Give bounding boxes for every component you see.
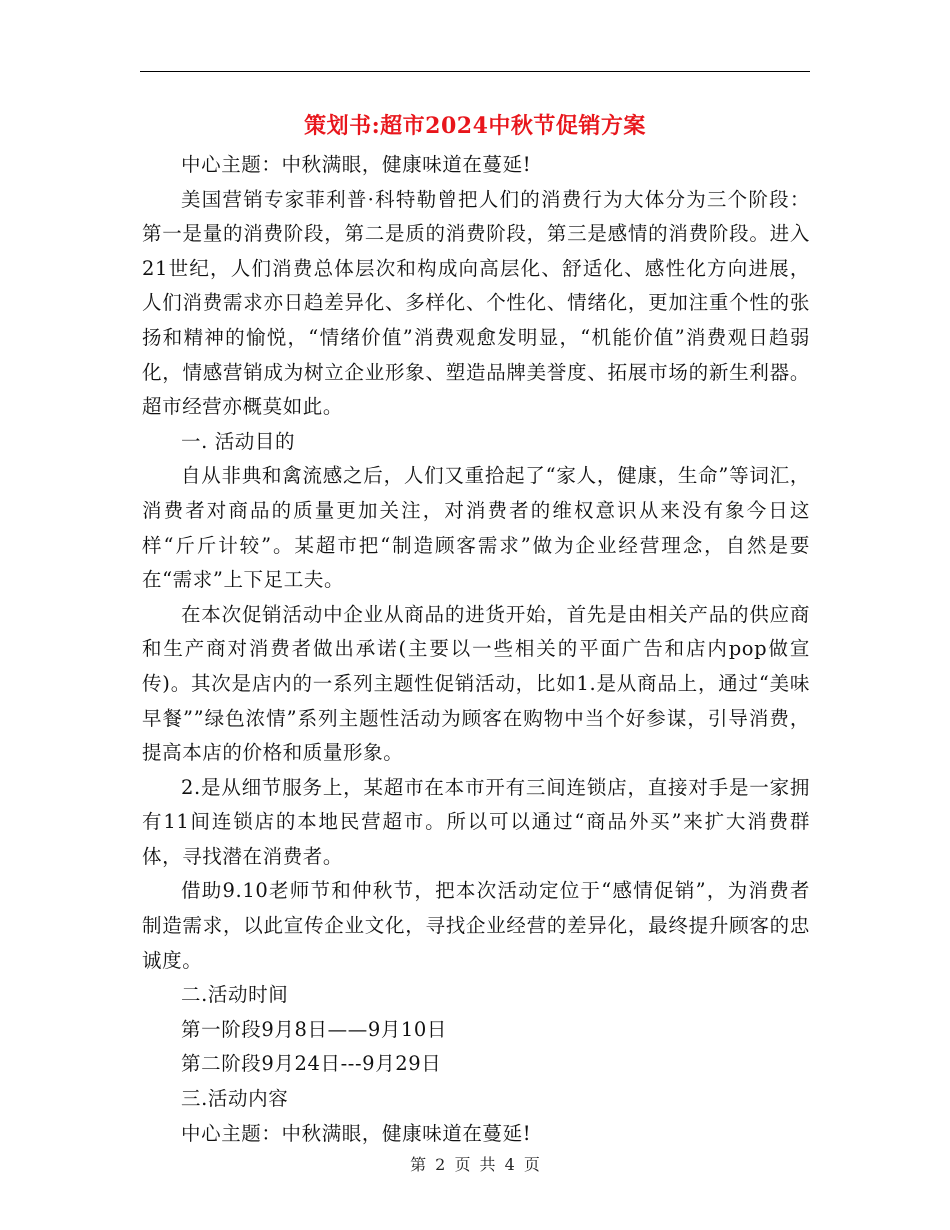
page-footer: 第 2 页 共 4 页	[410, 1155, 540, 1174]
header-rule	[140, 71, 810, 72]
paragraph-intro: 美国营销专家菲利普·科特勒曾把人们的消费行为大体分为三个阶段：第一是量的消费阶段，第二是质的消费阶段，第三是感情的消费阶段。进入21世纪，人们消费总体层次和构成向高层化、舒适化、感性化方向进展，人们消费需求亦日趋差异化、多样化、个性化、情绪化，更加注重个性的张扬和精神的愉悦，“情绪价值”消费观愈发明显，“机能价值”消费观日趋弱化，情感营销成为树立企业形象、塑造品牌美誉度、拓展市场的新生利器。超市经营亦概莫如此。	[142, 187, 810, 419]
paragraph-service: 2.是从细节服务上，某超市在本市开有三间连锁店，直接对手是一家拥有11间连锁店的本地民营超市。所以可以通过“商品外买”来扩大消费群体，寻找潜在消费者。	[142, 775, 810, 868]
document-title: 策划书:超市2024中秋节促销方案	[304, 113, 646, 139]
paragraph-central-theme-repeat: 中心主题：中秋满眼，健康味道在蔓延!	[181, 1121, 532, 1145]
paragraph-positioning: 借助9.10老师节和仲秋节，把本次活动定位于“感情促销”，为消费者制造需求，以此宣传企业文化，寻找企业经营的差异化，最终提升顾客的忠诚度。	[142, 879, 810, 972]
paragraph-central-theme: 中心主题：中秋满眼，健康味道在蔓延!	[181, 153, 532, 176]
paragraph-promotion: 在本次促销活动中企业从商品的进货开始，首先是由相关产品的供应商和生产商对消费者做出承诺(主要以一些相关的平面广告和店内pop做宣传)。其次是店内的一系列主题性促销活动，比如1.是从商品上，通过“美味早餐””绿色浓情”系列主题性活动为顾客在购物中当个好参谋，引导消费，提高本店的价格和质量形象。	[142, 602, 810, 765]
section-heading-purpose: 一. 活动目的	[181, 429, 296, 453]
document-body	[142, 148, 810, 1151]
time-phase-one: 第一阶段9月8日——9月10日	[181, 1017, 448, 1041]
paragraph-purpose: 自从非典和禽流感之后，人们又重拾起了“家人，健康，生命”等词汇，消费者对商品的质量更加关注，对消费者的维权意识从来没有象今日这样“斤斤计较”。某超市把“制造顾客需求”做为企业经营理念，自然是要在“需求”上下足工夫。	[142, 464, 810, 592]
section-heading-content: 三.活动内容	[181, 1087, 289, 1111]
time-phase-two: 第二阶段9月24日---9月29日	[181, 1052, 442, 1076]
section-heading-time: 二.活动时间	[181, 983, 289, 1007]
